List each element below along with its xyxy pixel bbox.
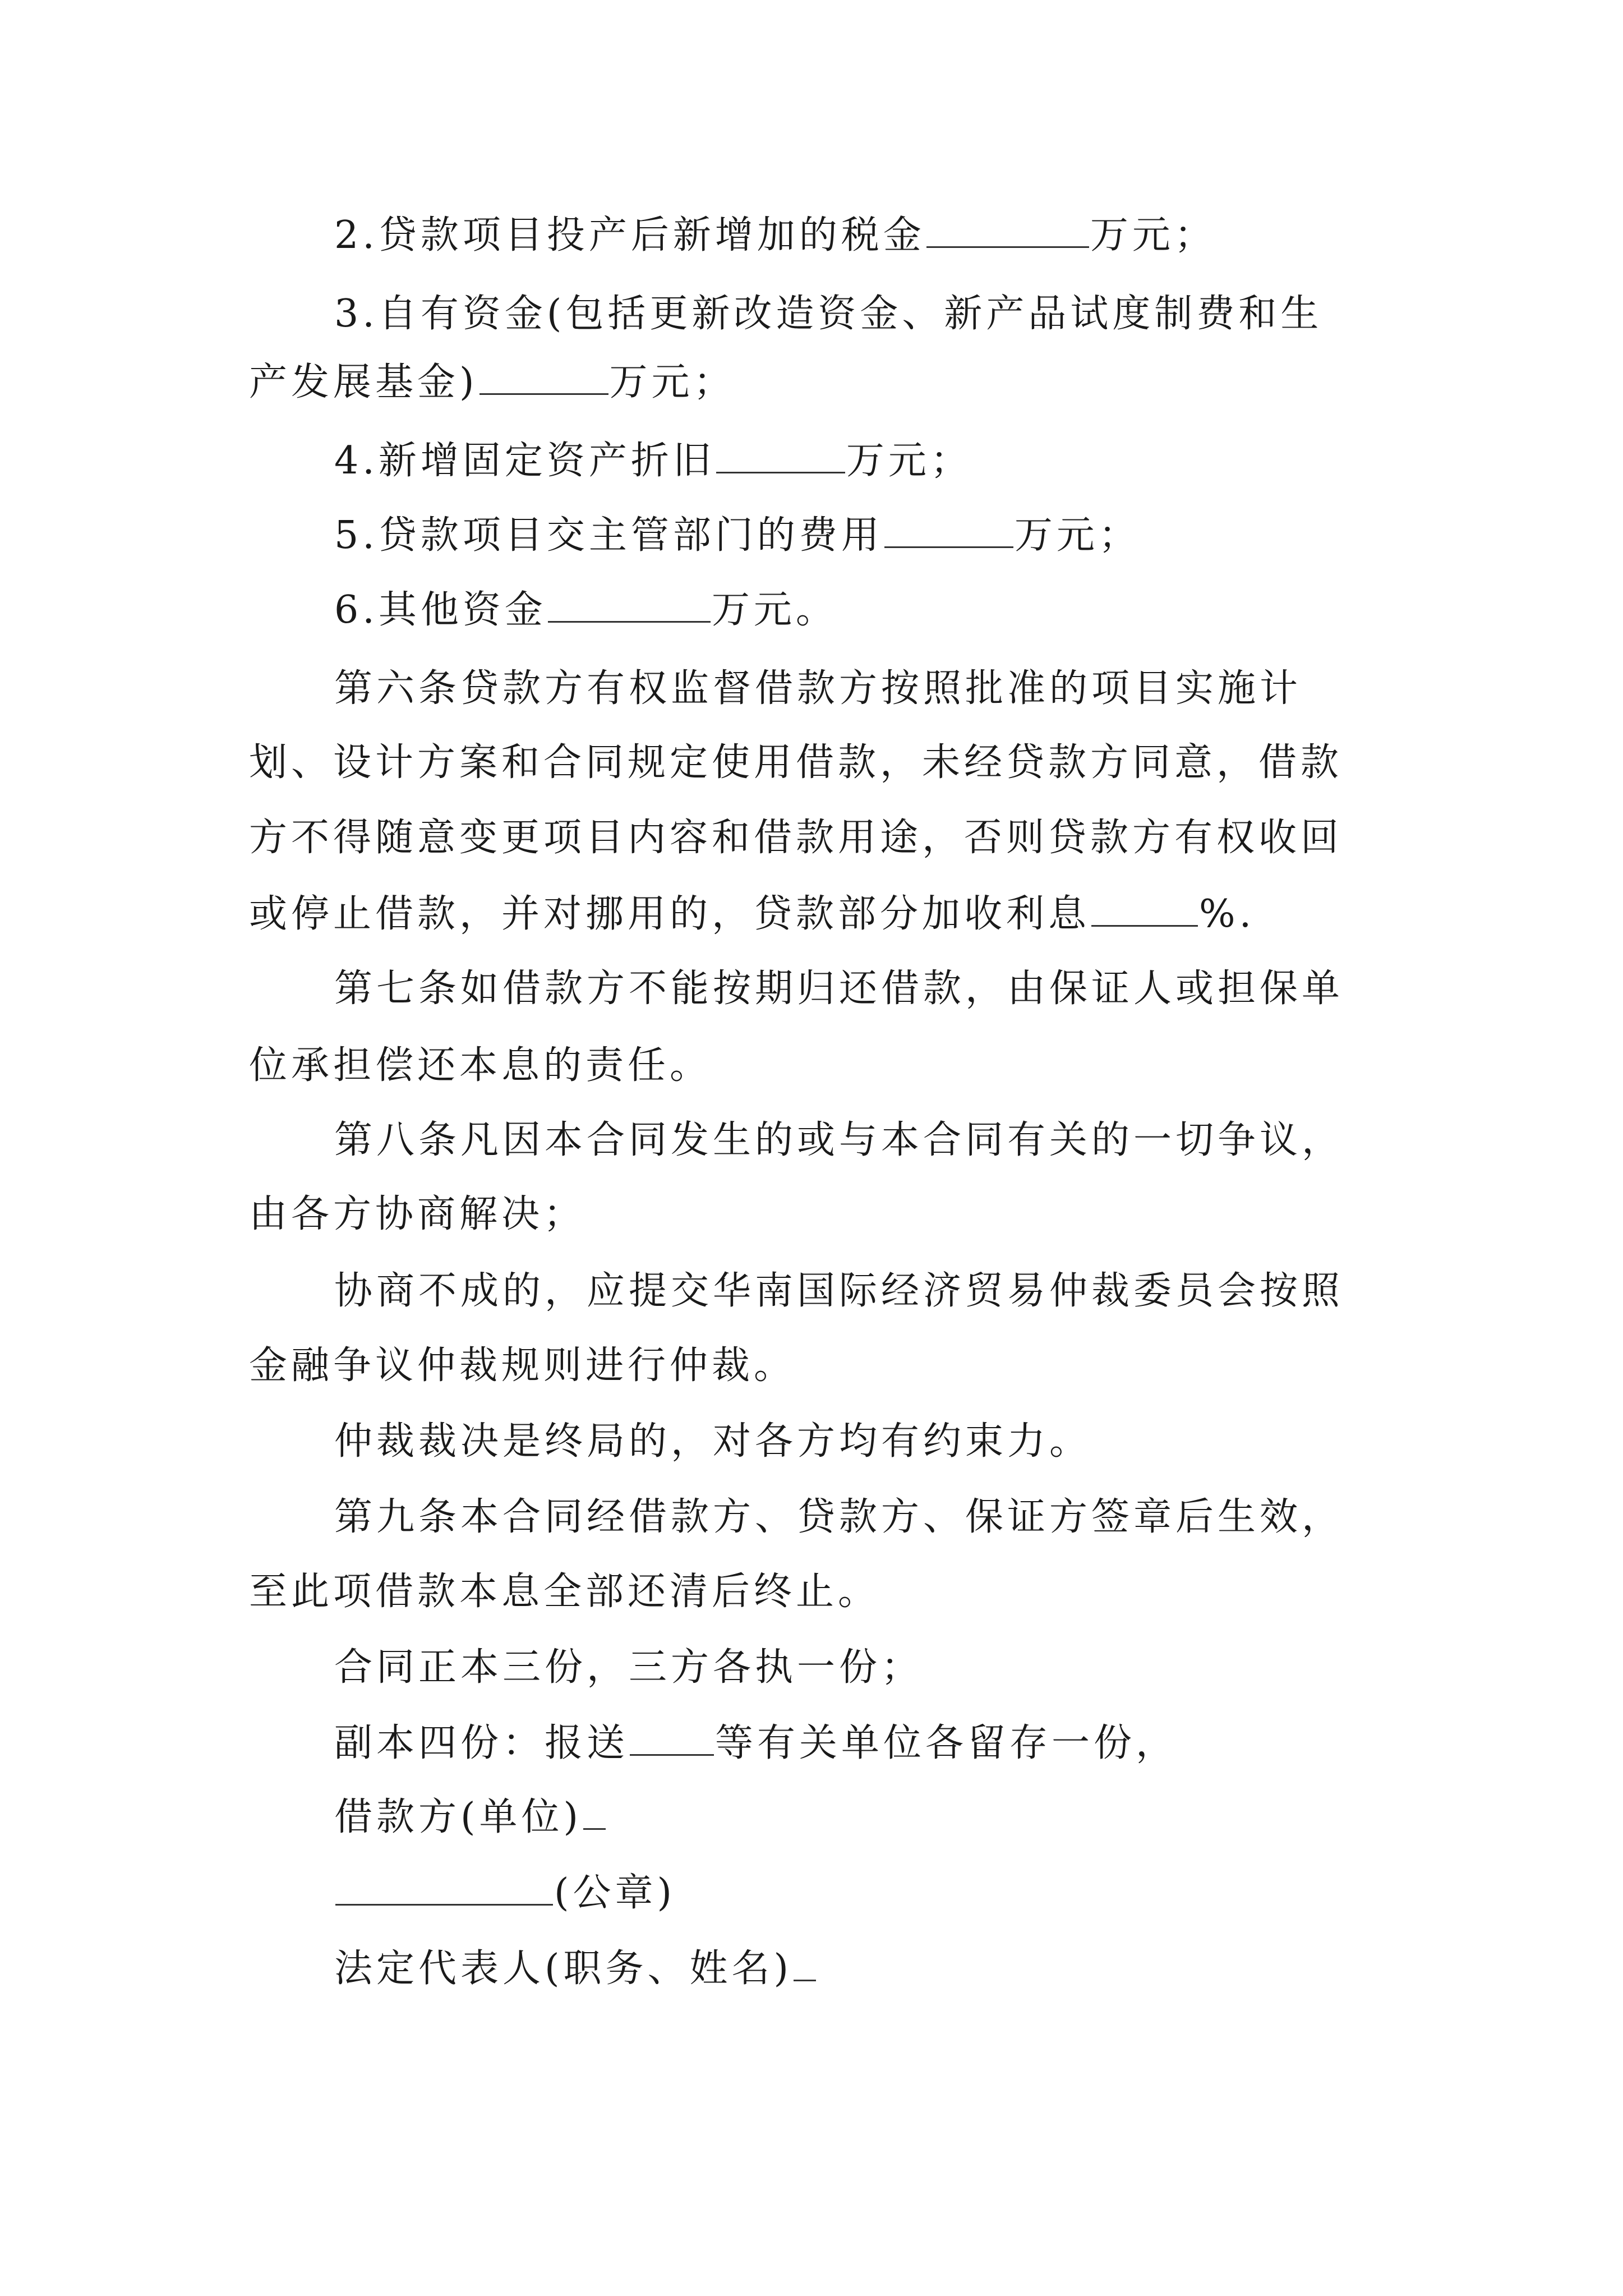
item-text: 6.其他资金	[334, 588, 547, 632]
fill-blank	[716, 438, 845, 473]
signature-label: (公章)	[554, 1871, 676, 1915]
clause-item-3-continued	[249, 355, 736, 411]
fill-blank	[884, 513, 1013, 548]
fill-blank	[630, 1720, 714, 1756]
paragraph-text: 第七条如借款方不能按期归还借款，由保证人或担保单	[334, 967, 1344, 1011]
paragraph-text: 位承担偿还本息的责任。	[249, 1043, 712, 1088]
paragraph-text: 仲裁裁决是终局的，对各方均有约束力。	[334, 1419, 1092, 1464]
signature-label: 法定代表人(职务、姓名)	[334, 1947, 793, 1991]
paragraph-text: 副本四份：报送	[334, 1721, 629, 1765]
paragraph-text: 划、设计方案和合同规定使用借款，未经贷款方同意，借款	[249, 740, 1343, 785]
fill-blank	[548, 587, 711, 623]
item-text: 万元。	[711, 588, 838, 632]
paragraph-text: 至此项借款本息全部还清后终止。	[249, 1570, 880, 1614]
signature-label: 借款方(单位)	[334, 1795, 583, 1839]
fill-blank	[794, 1946, 816, 1981]
fill-blank	[1091, 891, 1198, 927]
item-text: 产发展基金)	[249, 360, 478, 404]
fill-blank	[583, 1795, 606, 1830]
paragraph-text: 金融争议仲裁规则进行仲裁。	[249, 1343, 796, 1388]
clause-item-2	[334, 208, 1216, 264]
paragraph-text: 第九条本合同经借款方、贷款方、保证方签章后生效，	[334, 1495, 1344, 1539]
arbitration-line-1	[334, 1263, 1344, 1319]
article-7-line-1	[334, 961, 1344, 1017]
article-7-line-2	[249, 1038, 712, 1094]
fill-blank	[335, 1870, 553, 1906]
duplicate-copies	[334, 1715, 1178, 1772]
article-6-line-4	[249, 886, 1255, 942]
paragraph-text: 等有关单位各留存一份，	[715, 1721, 1178, 1765]
paragraph-text: 协商不成的，应提交华南国际经济贸易仲裁委员会按照	[334, 1269, 1344, 1313]
official-seal	[334, 1865, 676, 1921]
borrower-unit	[334, 1789, 607, 1846]
fill-blank	[926, 213, 1089, 248]
item-text: 3.自有资金(包括更新改造资金、新产品试度制费和生	[334, 292, 1323, 336]
paragraph-text: 或停止借款，并对挪用的，贷款部分加收利息	[249, 892, 1091, 936]
item-text: 万元；	[846, 439, 972, 483]
arbitration-final	[334, 1414, 1091, 1470]
item-text: 万元；	[609, 360, 736, 404]
article-8-line-1	[334, 1112, 1344, 1168]
legal-representative	[334, 1941, 817, 1997]
item-text: 万元；	[1090, 213, 1216, 257]
article-6-line-1	[334, 661, 1302, 717]
paragraph-text: 合同正本三份，三方各执一份；	[334, 1645, 924, 1690]
item-text: 2.贷款项目投产后新增加的税金	[334, 213, 925, 257]
paragraph-text: 第六条贷款方有权监督借款方按照批准的项目实施计	[334, 666, 1302, 711]
paragraph-text: %.	[1199, 892, 1256, 936]
fill-blank	[479, 360, 608, 395]
clause-item-5	[334, 508, 1141, 564]
original-copies	[334, 1640, 923, 1696]
article-8-line-2	[249, 1186, 585, 1243]
paragraph-text: 第八条凡因本合同发生的或与本合同有关的一切争议，	[334, 1118, 1344, 1162]
arbitration-line-2	[249, 1338, 796, 1394]
clause-item-4	[334, 433, 972, 489]
article-9-line-1	[334, 1489, 1344, 1545]
article-6-line-3	[249, 810, 1343, 866]
paragraph-text: 由各方协商解决；	[249, 1192, 586, 1236]
item-text: 5.贷款项目交主管部门的费用	[334, 513, 883, 558]
item-text: 万元；	[1014, 513, 1141, 558]
article-9-line-2	[249, 1564, 880, 1620]
clause-item-3	[334, 286, 1322, 342]
clause-item-6	[334, 582, 838, 638]
item-text: 4.新增固定资产折旧	[334, 439, 715, 483]
paragraph-text: 方不得随意变更项目内容和借款用途，否则贷款方有权收回	[249, 816, 1343, 860]
article-6-line-2	[249, 735, 1343, 791]
